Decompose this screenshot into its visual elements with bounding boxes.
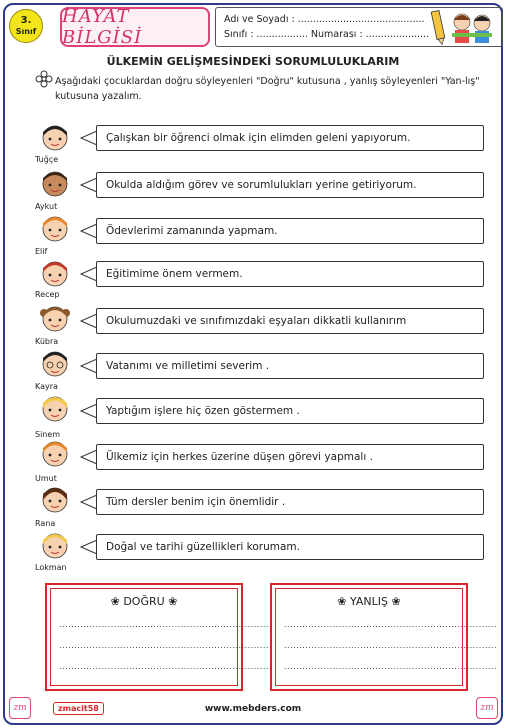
statement-box: Ülkemiz için herkes üzerine düşen görevi yapmalı . bbox=[96, 444, 484, 470]
child-avatar-icon bbox=[38, 484, 72, 514]
child-avatar-icon bbox=[38, 438, 72, 468]
statement-box: Ödevlerimi zamanında yapmam. bbox=[96, 218, 484, 244]
child-name: Recep bbox=[35, 290, 60, 299]
instructions: Aşağıdaki çocuklardan doğru söyleyenleri "Doğru" kutusuna , yanlış söyleyenleri "Yan-lış" kutusuna yazalım. bbox=[55, 76, 480, 102]
corner-logo: zm bbox=[9, 697, 31, 719]
speech-pointer-icon bbox=[81, 495, 97, 509]
child-avatar-icon bbox=[38, 303, 72, 333]
subject-box bbox=[60, 7, 210, 47]
answer-line[interactable]: ...................................................................... bbox=[59, 620, 273, 629]
speech-pointer-icon bbox=[81, 540, 97, 554]
child-name: Rana bbox=[35, 519, 56, 528]
child-name: Sinem bbox=[35, 430, 61, 439]
flower-icon bbox=[35, 70, 53, 88]
statement-box: Okulumuzdaki ve sınıfımızdaki eşyaları dikkatli kullanırım bbox=[96, 308, 484, 334]
speech-pointer-icon bbox=[81, 404, 97, 418]
statement-box: Vatanımı ve milletimi severim . bbox=[96, 353, 484, 379]
child-avatar-icon bbox=[38, 122, 72, 152]
child-avatar-icon bbox=[38, 258, 72, 288]
subject-title: HAYAT BİLGİSİ bbox=[62, 6, 143, 48]
child-name: Aykut bbox=[35, 202, 58, 211]
speech-pointer-icon bbox=[81, 178, 97, 192]
false-answer-box bbox=[270, 583, 498, 691]
number-field: Numarası : ..................... bbox=[310, 29, 430, 40]
statement-box: Tüm dersler benim için önemlidir . bbox=[96, 489, 484, 515]
name-field[interactable]: Adı ve Soyadı : .......................................... bbox=[224, 14, 425, 25]
speech-pointer-icon bbox=[81, 267, 97, 281]
child-avatar-icon bbox=[38, 348, 72, 378]
false-answer-title: ❀ YANLIŞ ❀ bbox=[337, 595, 401, 608]
grade-number: 3. bbox=[20, 15, 32, 26]
statement-box: Okulda aldığım görev ve sorumlulukları yerine getiriyorum. bbox=[96, 172, 484, 198]
answer-line[interactable]: ...................................................................... bbox=[284, 641, 498, 650]
child-avatar-icon bbox=[38, 168, 72, 198]
child-name: Umut bbox=[35, 474, 57, 483]
child-name: Tuğçe bbox=[35, 155, 59, 164]
speech-pointer-icon bbox=[81, 359, 97, 373]
child-name: Kayra bbox=[35, 382, 58, 391]
child-avatar-icon bbox=[38, 213, 72, 243]
child-name: Kübra bbox=[35, 337, 59, 346]
true-answer-box bbox=[45, 583, 273, 691]
child-avatar-icon bbox=[38, 393, 72, 423]
speech-pointer-icon bbox=[81, 131, 97, 145]
author-tag: zmacit58 bbox=[53, 702, 104, 715]
corner-logo: zm bbox=[476, 697, 498, 719]
child-name: Lokman bbox=[35, 563, 67, 572]
answer-line[interactable]: ...................................................................... bbox=[59, 662, 273, 671]
speech-pointer-icon bbox=[81, 314, 97, 328]
answer-line[interactable]: ...................................................................... bbox=[284, 662, 498, 671]
child-avatar-icon bbox=[38, 530, 72, 560]
statement-box: Eğitimime önem vermem. bbox=[96, 261, 484, 287]
class-field: Sınıfı : ................. bbox=[224, 29, 308, 40]
speech-pointer-icon bbox=[81, 450, 97, 464]
answer-line[interactable]: ...................................................................... bbox=[59, 641, 273, 650]
answer-line[interactable]: ...................................................................... bbox=[284, 620, 498, 629]
page-title: ÜLKEMİN GELİŞMESİNDEKİ SORUMLULUKLARIM bbox=[106, 55, 400, 68]
children-pencil-icon bbox=[432, 9, 498, 45]
speech-pointer-icon bbox=[81, 224, 97, 238]
statement-box: Yaptığım işlere hiç özen göstermem . bbox=[96, 398, 484, 424]
statement-box: Doğal ve tarihi güzellikleri korumam. bbox=[96, 534, 484, 560]
child-name: Elif bbox=[35, 247, 48, 256]
true-answer-title: ❀ DOĞRU ❀ bbox=[110, 595, 178, 608]
grade-word: Sınıf bbox=[15, 27, 37, 36]
grade-badge bbox=[9, 9, 43, 43]
statement-box: Çalışkan bir öğrenci olmak için elimden geleni yapıyorum. bbox=[96, 125, 484, 151]
site-url[interactable]: www.mebders.com bbox=[204, 704, 302, 714]
